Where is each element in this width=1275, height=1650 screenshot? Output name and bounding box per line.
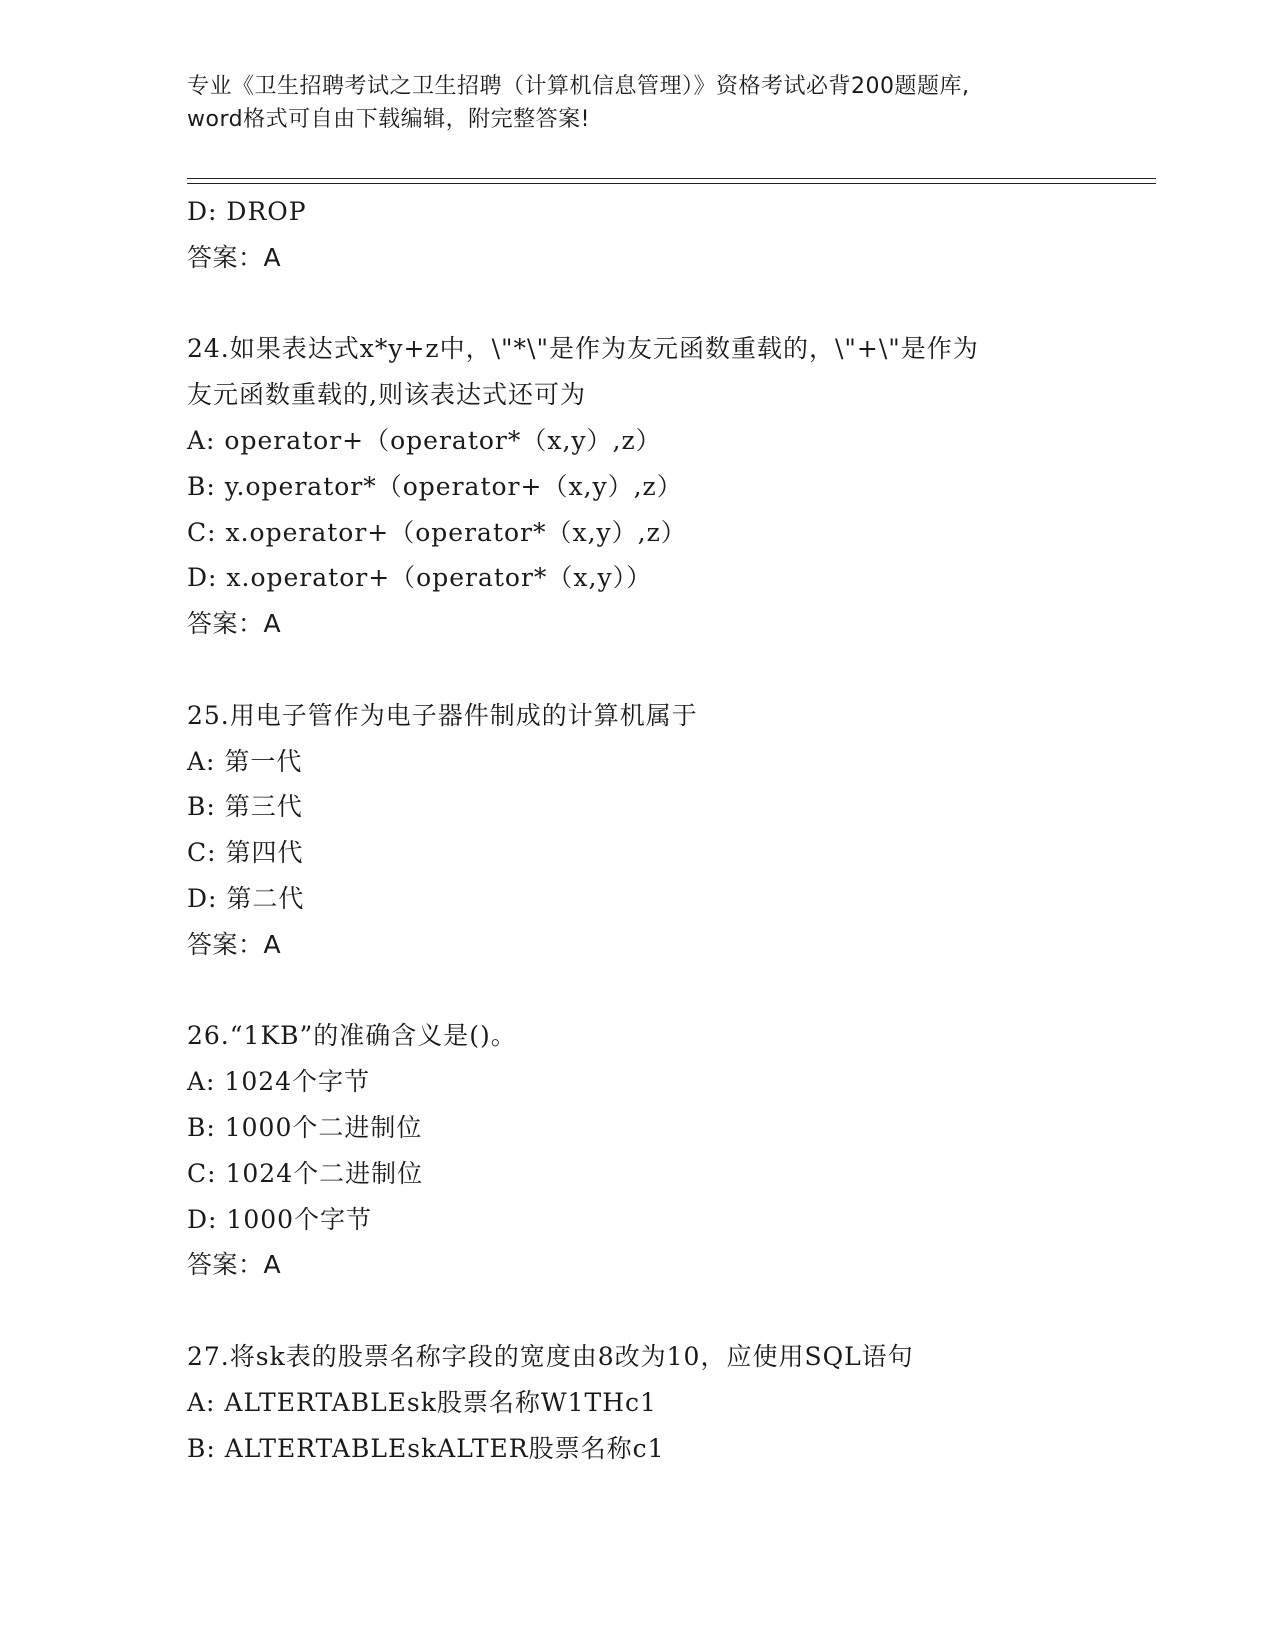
header-divider-bottom [187, 183, 1156, 184]
option-b: B: ALTERTABLEskALTER股票名称c1 [187, 1433, 665, 1463]
option-c: C: 1024个二进制位 [187, 1158, 424, 1188]
spacer [187, 968, 1087, 1014]
option-d: D: x.operator+（operator*（x,y）） [187, 563, 653, 593]
question-25 [187, 693, 1087, 968]
question-24 [187, 326, 1087, 647]
question-stem: 27.将sk表的股票名称字段的宽度由8改为10，应使用SQL语句 [187, 1341, 914, 1371]
option-c: C: x.operator+（operator*（x,y）,z） [187, 517, 687, 547]
document-header [187, 70, 1087, 136]
question-stem: 25.用电子管作为电子器件制成的计算机属于 [187, 700, 698, 730]
spacer [187, 281, 1087, 327]
answer: 答案：A [187, 929, 282, 959]
answer: 答案：A [187, 609, 282, 639]
question-26 [187, 1013, 1087, 1288]
option-a: A: operator+（operator*（x,y）,z） [187, 425, 662, 455]
option-d: D: 第二代 [187, 883, 305, 913]
question-stem: 26.“1KB”的准确含义是()。 [187, 1021, 517, 1051]
question-27 [187, 1334, 1087, 1471]
option-d: D: 1000个字节 [187, 1204, 373, 1234]
spacer [187, 1288, 1087, 1334]
option-b: B: 1000个二进制位 [187, 1112, 423, 1142]
header-line-2: word格式可自由下载编辑，附完整答案! [187, 107, 590, 132]
prev-option-d: D: DROP [187, 197, 307, 226]
option-c: C: 第四代 [187, 838, 304, 868]
option-a: A: 第一代 [187, 746, 303, 776]
option-a: A: 1024个字节 [187, 1067, 371, 1097]
question-stem-continued: 友元函数重载的,则该表达式还可为 [187, 380, 586, 410]
question-list [187, 189, 1087, 1471]
answer: 答案：A [187, 1250, 282, 1280]
header-line-1: 专业《卫生招聘考试之卫生招聘（计算机信息管理）》资格考试必背200题题库, [187, 74, 970, 99]
option-b: B: 第三代 [187, 792, 303, 822]
question-stem: 24.如果表达式x*y+z中，\"*\"是作为友元函数重载的，\"+\"是作为 [187, 334, 979, 364]
prev-answer: 答案：A [187, 242, 282, 272]
option-a: A: ALTERTABLEsk股票名称W1THc1 [187, 1387, 657, 1417]
spacer [187, 647, 1087, 693]
header-divider-top [187, 178, 1156, 179]
option-b: B: y.operator*（operator+（x,y）,z） [187, 471, 683, 501]
